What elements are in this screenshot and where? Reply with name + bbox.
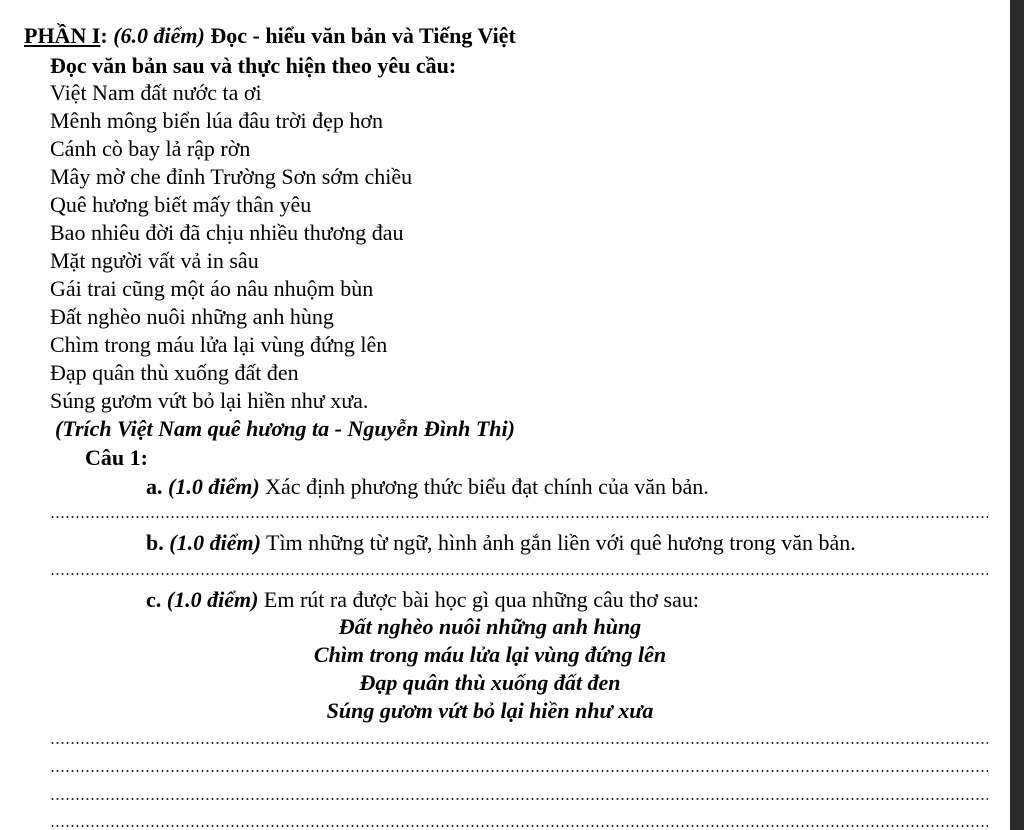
section-points: (6.0 điểm) (113, 23, 205, 48)
question-b-points: (1.0 điểm) (169, 530, 261, 555)
poem-line: Việt Nam đất nước ta ơi (50, 80, 262, 105)
question-c-label: c. (146, 587, 162, 612)
poem-line: Quê hương biết mấy thân yêu (50, 192, 312, 217)
question-title: Câu 1: (85, 445, 148, 470)
answer-line[interactable] (50, 798, 988, 800)
quote-line: Chìm trong máu lửa lại vùng đứng lên (313, 642, 667, 667)
question-a (146, 473, 709, 501)
source-citation: (Trích Việt Nam quê hương ta - Nguyễn Đình Thi) (55, 416, 515, 441)
quote-line: Đạp quân thù xuống đất đen (359, 670, 621, 695)
poem-line: Đạp quân thù xuống đất đen (50, 360, 299, 385)
poem-line: Súng gươm vứt bỏ lại hiền như xưa. (50, 388, 369, 413)
question-c-points: (1.0 điểm) (166, 587, 259, 612)
answer-line[interactable] (50, 825, 988, 827)
quote-line: Đất nghèo nuôi những anh hùng (338, 614, 642, 639)
answer-line[interactable] (50, 516, 988, 518)
question-a-text: Xác định phương thức biểu đạt chính của văn bản. (259, 474, 709, 499)
question-a-points: (1.0 điểm) (168, 474, 260, 499)
question-c (146, 586, 699, 614)
question-a-label: a. (146, 474, 163, 499)
poem-line: Cánh cò bay lả rập rờn (50, 136, 251, 161)
question-b-text: Tìm những từ ngữ, hình ảnh gắn liền với quê hương trong văn bản. (260, 530, 856, 555)
section-title: Đọc - hiểu văn bản và Tiếng Việt (204, 23, 516, 48)
section-colon: : (100, 23, 108, 48)
poem-line: Bao nhiêu đời đã chịu nhiều thương đau (50, 220, 404, 245)
answer-line[interactable] (50, 770, 988, 772)
poem-line: Mênh mông biển lúa đâu trời đẹp hơn (50, 108, 384, 133)
page-edge-shadow (1010, 0, 1024, 830)
instruction: Đọc văn bản sau và thực hiện theo yêu cầu: (50, 53, 457, 78)
poem-line: Đất nghèo nuôi những anh hùng (50, 304, 334, 329)
answer-line[interactable] (50, 573, 988, 575)
quote-line: Súng gươm vứt bỏ lại hiền như xưa (326, 698, 654, 723)
poem-line: Mặt người vất vả in sâu (50, 248, 259, 273)
poem-line: Chìm trong máu lửa lại vùng đứng lên (50, 332, 388, 357)
question-b-label: b. (146, 530, 164, 555)
poem-line: Mây mờ che đỉnh Trường Sơn sớm chiều (50, 164, 413, 189)
answer-line[interactable] (50, 742, 988, 744)
question-b (146, 529, 856, 557)
question-c-text: Em rút ra được bài học gì qua những câu thơ sau: (258, 587, 699, 612)
section-heading (24, 22, 516, 50)
poem-line: Gái trai cũng một áo nâu nhuộm bùn (50, 276, 374, 301)
section-label: PHẦN I (24, 23, 101, 48)
